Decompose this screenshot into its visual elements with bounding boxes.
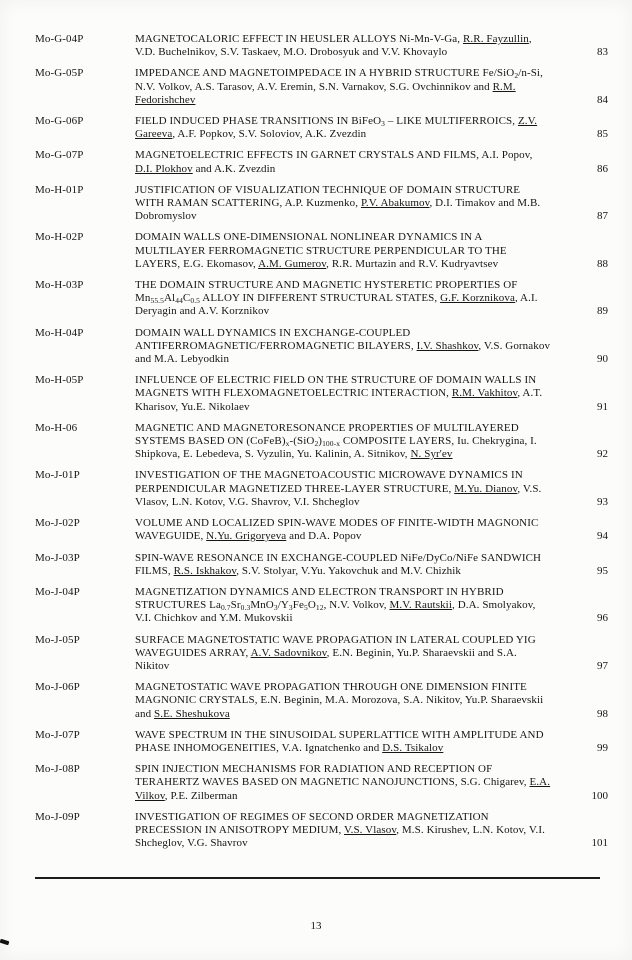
entry-code: Mo-H-06 [35,421,78,434]
entry-title: IMPEDANCE AND MAGNETOIMPEDACE IN A HYBRID STRUCTURE Fe/SiO$_2$/n-Si, N.V. Volkov, A.S. Tarasov, A.V. Eremin, S.N. Varnakov, S.G. Ovchinnikov and R.M. Fedorishchev [135,67,543,106]
toc-entry [35,33,608,59]
entry-code: Mo-J-02P [35,517,80,530]
entry-title: MAGNETOELECTRIC EFFECTS IN GARNET CRYSTALS AND FILMS, A.I. Popov, D.I. Plokhov and A.K. Zvezdin [135,149,533,175]
footer-rule [35,877,600,879]
entry-code: Mo-H-01P [35,183,84,196]
entry-title: INVESTIGATION OF REGIMES OF SECOND ORDER MAGNETIZATION PRECESSION IN ANISOTROPY MEDIUM, V.S. Vlasov, M.S. Kirushev, L.N. Kotov, V.I. Shcheglov, V.G. Shavrov [135,810,545,850]
entry-page: 89 [597,305,608,318]
entry-title: SURFACE MAGNETOSTATIC WAVE PROPAGATION IN LATERAL COUPLED YIG WAVEGUIDES ARRAY, A.V. Sadovnikov, E.N. Beginin, Yu.P. Sharaevskii and S.A. Nikitov [135,633,536,672]
entry-page: 101 [591,837,608,850]
toc-entry [35,634,608,674]
entry-page: 96 [597,612,608,625]
entry-page: 92 [597,448,608,461]
entry-code: Mo-J-09P [35,810,80,823]
entry-code: Mo-G-04P [35,33,84,45]
entry-code: Mo-J-08P [35,763,80,776]
toc-entry [35,517,608,543]
entry-code: Mo-H-05P [35,374,84,387]
toc-entry [35,811,608,851]
entry-code: Mo-H-02P [35,231,84,244]
toc-entry [35,586,608,626]
toc-entry [35,327,608,367]
entry-code: Mo-G-07P [35,149,84,162]
entry-page: 87 [597,210,608,223]
entry-page: 97 [597,659,608,672]
entry-title: VOLUME AND LOCALIZED SPIN-WAVE MODES OF FINITE-WIDTH MAGNONIC WAVEGUIDE, N.Yu. Grigoryeva and D.A. Popov [135,517,539,543]
toc-entry [35,729,608,755]
entry-title: MAGNETIZATION DYNAMICS AND ELECTRON TRANSPORT IN HYBRID STRUCTURES $La_{0.7}Sr_{0.3}MnO_3/Y_3Fe_5O_{12}$, N.V. Volkov, M.V. Rautskii, D.A. Smolyakov, V.I. Chichkov and Y.M. Mukovskii [135,585,536,625]
toc-entry [35,184,608,224]
entries-list [35,33,608,850]
entry-code: Mo-J-01P [35,469,80,482]
entry-code: Mo-H-03P [35,279,84,292]
toc-entry [35,552,608,578]
entry-page: 85 [597,128,608,141]
entry-code: Mo-J-05P [35,633,80,646]
entry-code: Mo-J-07P [35,728,80,741]
entry-code: Mo-H-04P [35,326,84,339]
entry-title: INVESTIGATION OF THE MAGNETOACOUSTIC MICROWAVE DYNAMICS IN PERPENDICULAR MAGNETIZED THREE-LAYER STRUCTURE, M.Yu. Dianov, V.S. Vlasov, L.N. Kotov, V.G. Shavrov, V.I. Shcheglov [135,469,542,508]
entry-title: MAGNETOCALORIC EFFECT IN HEUSLER ALLOYS Ni-Mn-V-Ga, R.R. Fayzullin, V.D. Buchelnikov, S.V. Taskaev, M.O. Drobosyuk and V.V. Khovaylo [135,33,532,59]
entry-title: JUSTIFICATION OF VISUALIZATION TECHNIQUE OF DOMAIN STRUCTURE WITH RAMAN SCATTERING, A.P. Kuzmenko, P.V. Abakumov, D.I. Timakov and M.B. Dobromyslov [135,183,541,223]
entry-page: 91 [597,400,608,413]
entry-title: DOMAIN WALL DYNAMICS IN EXCHANGE-COUPLED ANTIFERROMAGNETIC/FERROMAGNETIC BILAYERS, I.V. Shashkov, V.S. Gornakov and M.A. Lebyodkin [135,326,551,366]
entry-title: INFLUENCE OF ELECTRIC FIELD ON THE STRUCTURE OF DOMAIN WALLS IN MAGNETS WITH FLEXOMAGNETOELECTRIC INTERACTION, R.M. Vakhitov, A.T. Kharisov, Yu.E. Nikolaev [135,374,543,413]
entry-page: 93 [597,495,608,508]
toc-entry [35,231,608,271]
entry-title: MAGNETIC AND MAGNETORESONANCE PROPERTIES OF MULTILAYERED SYSTEMS BASED ON $(CoFeB)_x-(SiO_2)_{100-x}$ COMPOSITE LAYERS, Iu. Chekrygina, I. Shipkova, E. Lebedeva, S. Vyzulin, Yu. Kalinin, A. Sitnikov, N. Syr'ev [135,421,537,461]
scan-artifact-mark [0,939,9,946]
entry-page: 84 [597,93,608,106]
entry-code: Mo-J-06P [35,681,80,694]
entry-title: THE DOMAIN STRUCTURE AND MAGNETIC HYSTERETIC PROPERTIES OF $Mn_{55.5}Al_{44}C_{0.5}$ ALLOY IN DIFFERENT STRUCTURAL STATES, G.F. Korznikova, A.I. Deryagin and A.V. Korznikov [135,279,538,318]
entry-code: Mo-G-06P [35,115,84,128]
entry-code: Mo-J-03P [35,551,80,564]
entry-title: WAVE SPECTRUM IN THE SINUSOIDAL SUPERLATTICE WITH AMPLITUDE AND PHASE INHOMOGENEITIES, V.A. Ignatchenko and D.S. Tsikalov [135,728,544,754]
toc-entry [35,67,608,107]
toc-entry [35,374,608,414]
entry-code: Mo-G-05P [35,67,84,80]
entry-page: 86 [597,162,608,175]
entry-page: 88 [597,257,608,270]
toc-entry [35,681,608,721]
entry-page: 95 [597,564,608,577]
toc-entry [35,279,608,319]
toc-entry [35,115,608,141]
entry-page: 90 [597,353,608,366]
toc-entry [35,422,608,462]
entry-title: MAGNETOSTATIC WAVE PROPAGATION THROUGH ONE DIMENSION FINITE MAGNONIC CRYSTALS, E.N. Beginin, M.A. Morozova, S.A. Nikitov, Yu.P. Sharaevskii and S.E. Sheshukova [135,681,544,720]
toc-entry [35,149,608,175]
entry-title: SPIN-WAVE RESONANCE IN EXCHANGE-COUPLED NiFe/DyCo/NiFe SANDWICH FILMS, R.S. Iskhakov, S.V. Stolyar, V.Yu. Yakovchuk and M.V. Chizhik [135,551,542,577]
entry-title: FIELD INDUCED PHASE TRANSITIONS IN BiFeO$_3$ – LIKE MULTIFERROICS, Z.V. Gareeva, A.F. Popkov, S.V. Soloviov, A.K. Zvezdin [135,115,538,141]
entry-page: 100 [591,789,608,802]
toc-entry [35,469,608,509]
entry-page: 94 [597,530,608,543]
entry-title: SPIN INJECTION MECHANISMS FOR RADIATION AND RECEPTION OF TERAHERTZ WAVES BASED ON MAGNETIC NANOJUNCTIONS, S.G. Chigarev, E.A. Vilkov, P.E. Zilberman [135,763,551,802]
entry-page: 98 [597,707,608,720]
page-number: 13 [310,920,322,932]
entry-code: Mo-J-04P [35,585,80,598]
entry-page: 83 [597,46,608,59]
entry-title: DOMAIN WALLS ONE-DIMENSIONAL NONLINEAR DYNAMICS IN A MULTILAYER FERROMAGNETIC STRUCTURE PERPENDICULAR TO THE LAYERS, E.G. Ekomasov, A.M. Gumerov, R.R. Murtazin and R.V. Kudryavtsev [135,231,507,270]
entry-page: 99 [597,741,608,754]
toc-entry [35,763,608,803]
